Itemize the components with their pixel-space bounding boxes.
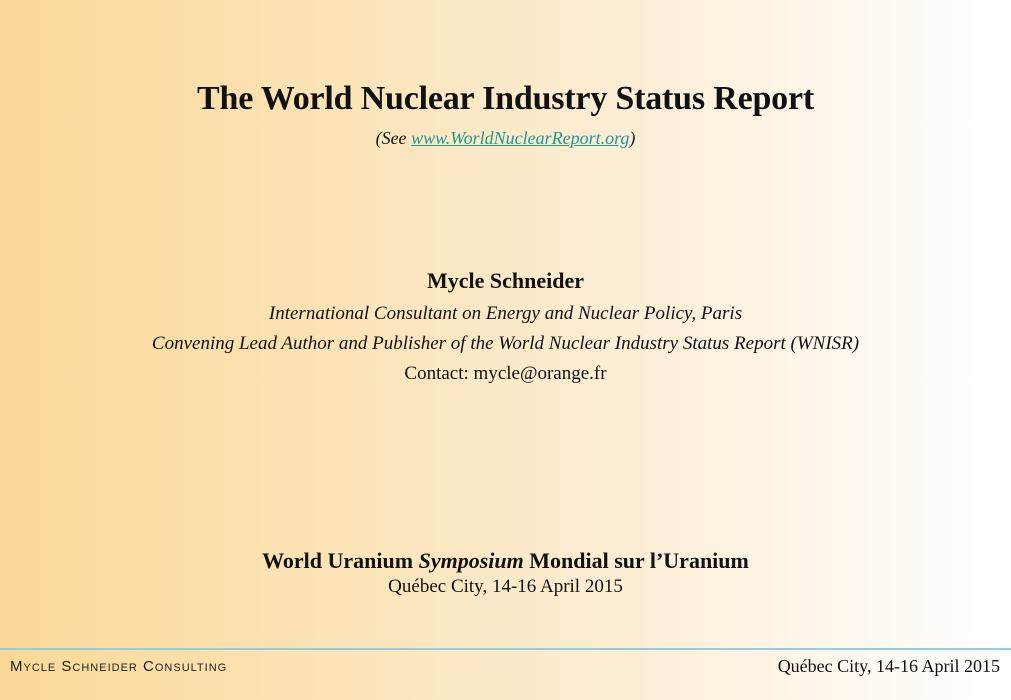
footer-location-date: Québec City, 14-16 April 2015 — [777, 656, 1000, 676]
author-contact: Contact: mycle@orange.fr — [404, 363, 607, 384]
event-name-part2: Mondial sur l’Uranium — [523, 548, 749, 573]
author-role-consultant: International Consultant on Energy and Nuclear Policy, Paris — [268, 303, 743, 324]
event-name-italic: Symposium — [418, 548, 524, 573]
report-website-link[interactable]: www.WorldNuclearReport.org — [411, 128, 630, 148]
footer-company: Mycle Schneider Consulting — [10, 658, 228, 675]
event-location-date: Québec City, 14-16 April 2015 — [388, 576, 623, 597]
event-name — [0, 548, 1011, 574]
see-line — [0, 128, 1011, 149]
footer-divider — [0, 648, 1011, 650]
author-role-publisher: Convening Lead Author and Publisher of the World Nuclear Industry Status Report (WNISR) — [151, 333, 860, 354]
author-name: Mycle Schneider — [426, 268, 585, 293]
event-name-part1: World Uranium — [262, 548, 419, 573]
slide-title: The World Nuclear Industry Status Report — [197, 80, 814, 117]
see-prefix: (See — [375, 128, 412, 148]
see-suffix: ) — [629, 128, 636, 148]
